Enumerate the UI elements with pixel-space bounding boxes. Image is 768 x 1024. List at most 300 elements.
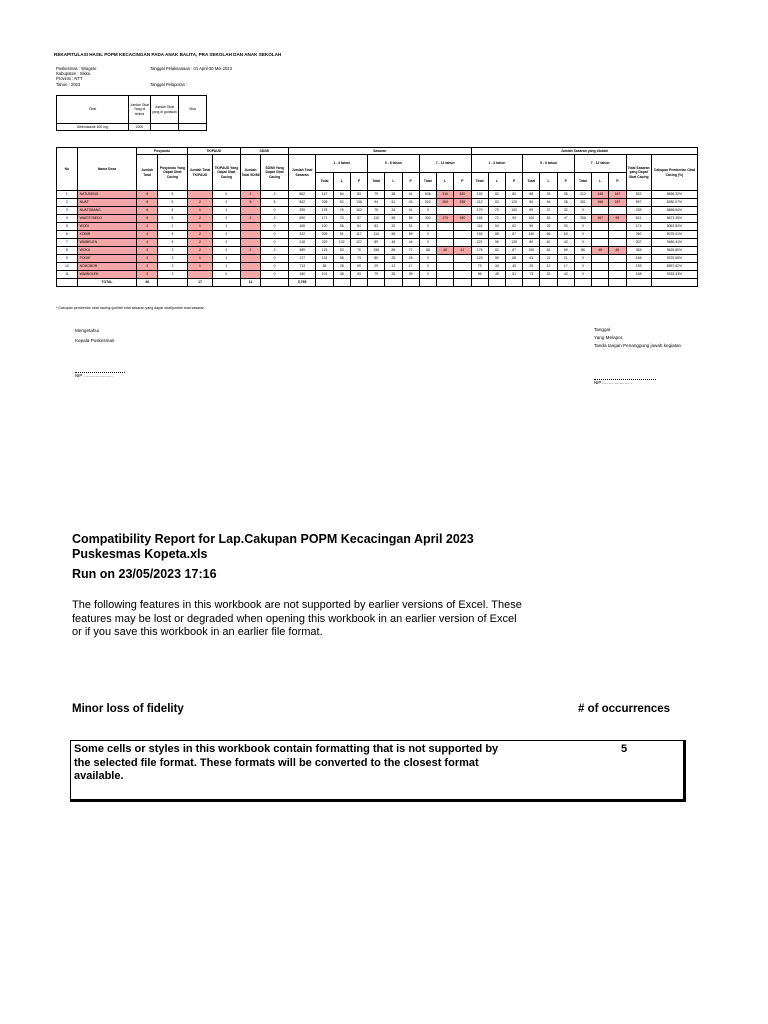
table-cell: 68 [505,255,522,263]
table-cell [505,279,522,287]
table-cell: 1 [213,263,241,271]
table-cell [574,279,591,287]
table-cell: 68 [523,191,540,199]
table-cell: 17 [402,263,419,271]
table-cell: 28 [333,263,350,271]
table-cell: 73 [523,271,540,279]
table-cell: 56 [333,223,350,231]
table-cell: 70 [488,207,505,215]
table-cell: 83 [350,191,367,199]
table-cell: 0 [419,263,436,271]
table-cell: 2 [158,223,188,231]
table-cell: 322 [288,231,316,239]
table-cell: 11 [57,271,78,279]
table-cell: 0 [574,231,591,239]
table-cell: 218 [288,239,316,247]
group-sdmi: SD/MI [240,148,288,155]
total-tk: 17 [187,279,212,287]
table-cell [592,271,609,279]
table-cell: 2 [213,231,241,239]
table-cell [454,231,471,239]
col-sd-cacing: SD/MI Yang Dapat Obat Cacing [261,155,289,191]
table-cell: 4 [57,215,78,223]
table-cell: 2 [187,239,212,247]
table-cell: 59 [523,223,540,231]
table-cell: 0 [261,271,289,279]
table-cell: WAIWOLEN [77,271,137,279]
table-cell: 9625.80% [651,247,697,255]
table-cell: 522 [626,191,651,199]
table-cell: 45 [385,239,402,247]
table-cell [385,279,402,287]
table-cell: 33 [540,191,557,199]
table-cell [454,279,471,287]
meta-kabupaten: Kabupaten : Sikka [56,71,90,77]
table-cell: 80 [523,239,540,247]
table-cell: 2 [261,215,289,223]
main-table-body [57,191,698,287]
table-cell: 55 [385,231,402,239]
table-cell: 209 [316,231,333,239]
table-cell [609,239,626,247]
table-cell [436,207,453,215]
table-cell: 2 [213,239,241,247]
table-cell: 96 [488,239,505,247]
table-cell: 0 [574,239,591,247]
table-cell: 0 [261,223,289,231]
table-cell: 0 [419,231,436,239]
table-cell: 45 [609,247,626,255]
obat-diterima-header: Jumlah Obat Yang di terima [129,96,151,124]
table-cell: 123 [316,247,333,255]
table-cell: 147 [316,191,333,199]
table-cell: 0 [419,239,436,247]
table-cell [592,279,609,287]
table-cell: 54 [488,223,505,231]
table-cell: 97 [350,215,367,223]
table-cell: 2 [261,191,289,199]
table-cell: 0 [574,271,591,279]
group-jumlah-sasaran: Jumlah Sasaran yang diobati [471,148,697,155]
table-cell: 125 [505,239,522,247]
table-cell: 636 [419,191,436,199]
table-cell: 316 [436,191,453,199]
table-cell: 40 [540,239,557,247]
table-row [57,247,698,255]
table-cell: 0 [419,207,436,215]
table-cell: 8696.32% [651,191,697,199]
table-cell: 221 [471,239,488,247]
table-cell: 84 [523,199,540,207]
table-cell [213,279,241,287]
report-description: The following features in this workbook are not supported by earlier versions of Excel. These features may be lost or degraded when opening this workbook in an earlier version of Excel or if you save this workbook in an earlier file format. [72,599,522,638]
table-cell [454,223,471,231]
sign-left-nip: NIP : ...................... [75,373,113,378]
col-nama-desa: Nama Desa [77,148,137,191]
table-cell: 45 [505,263,522,271]
table-cell: 229 [316,239,333,247]
table-cell: 5 [158,215,188,223]
issue-box [70,740,686,802]
table-cell: 0 [213,191,241,199]
table-cell: 114 [368,231,385,239]
obat-sisa-header: Sisa [179,96,207,124]
table-cell: 2 [187,199,212,207]
table-cell: 81 [540,247,557,255]
table-cell: 320 [454,191,471,199]
table-cell: 32 [540,271,557,279]
table-cell: NUATOBANG [77,207,137,215]
table-cell: 37 [540,207,557,215]
table-cell: 63 [523,255,540,263]
table-cell [454,263,471,271]
sign-right-melapor: Yang Melapor, [594,335,624,340]
table-cell: NUAT [77,199,137,207]
table-cell: 165 [288,223,316,231]
table-cell: 34 [488,263,505,271]
table-cell [419,279,436,287]
table-cell [609,207,626,215]
table-cell: 146 [592,191,609,199]
table-cell: 120 [316,223,333,231]
table-cell: 0 [261,207,289,215]
table-cell: 55 [402,215,419,223]
table-cell: 3 [158,263,188,271]
table-cell: KOBIR [77,231,137,239]
table-cell [609,231,626,239]
table-cell: 127 [350,239,367,247]
table-cell: 4 [158,231,188,239]
subcol-p-header: P [557,173,574,191]
table-cell [609,271,626,279]
table-cell: 4 [137,231,158,239]
meta-tahun: Tahun : 2023 [56,81,81,87]
table-cell: 0 [419,223,436,231]
table-cell [261,279,289,287]
table-cell: 1 [213,255,241,263]
diobati-age-2: 5 - 6 tahun [523,155,575,173]
table-cell: 3 [137,247,158,255]
table-cell [436,239,453,247]
meta-provinsi: Provinsi : NTT [56,76,83,82]
table-cell: 91 [333,231,350,239]
table-cell: 166 [592,199,609,207]
table-cell: 131 [316,255,333,263]
table-cell: WODI [77,223,137,231]
table-cell: 3 [137,255,158,263]
sign-right-tanda-tangan: Tanda tangan Penanggung jawab kegiatan [594,343,682,348]
table-cell: 92 [333,199,350,207]
table-cell: 51 [385,199,402,207]
table-cell: 150 [523,247,540,255]
table-cell [471,279,488,287]
table-cell [592,255,609,263]
table-cell: 150 [454,215,471,223]
table-cell: 2 [137,223,158,231]
table-cell: 110 [368,215,385,223]
table-cell: WAIOTI BEDO [77,215,137,223]
col-cakupan: Cakupan Pemberian Obat Cacing (%) [651,155,697,191]
table-cell: 1 [187,223,212,231]
total-posyandu: 46 [137,279,158,287]
table-cell: 0 [213,271,241,279]
table-cell: 99 [609,215,626,223]
meta-left [56,66,97,87]
table-cell [436,279,453,287]
table-cell: 0 [419,271,436,279]
table-cell: NOHOBOR [77,263,137,271]
table-cell: 79 [368,271,385,279]
table-cell: 46 [540,199,557,207]
table-cell: 40 [557,271,574,279]
table-cell: 38 [557,199,574,207]
table-cell: 45 [592,247,609,255]
table-row [57,191,698,199]
table-cell [626,279,651,287]
table-cell: 690 [288,215,316,223]
table-cell: 6 [57,231,78,239]
subcol-l-header: L [592,173,609,191]
table-cell [240,231,261,239]
table-cell: 43 [402,199,419,207]
table-cell: 29 [368,263,385,271]
table-cell: 94 [368,199,385,207]
table-cell [609,263,626,271]
table-row [57,271,698,279]
table-cell: 0 [574,255,591,263]
table-cell: 167 [592,215,609,223]
table-cell: 85 [316,263,333,271]
table-cell: 174 [626,223,651,231]
table-cell: 62 [505,223,522,231]
table-cell: 4 [137,239,158,247]
table-cell: 29 [523,263,540,271]
table-cell [436,223,453,231]
occurrences-heading: # of occurrences [578,703,671,715]
table-row [57,255,698,263]
report-title-line1: Compatibility Report for Lap.Cakupan POPM Kecacingan April 2023 [72,532,474,546]
table-cell [436,271,453,279]
table-cell [540,279,557,287]
table-cell: 72 [488,215,505,223]
table-cell: 355 [626,247,651,255]
table-cell: 41 [454,247,471,255]
table-cell: 66 [540,231,557,239]
table-cell [454,255,471,263]
table-cell [488,279,505,287]
table-cell: 212 [574,191,591,199]
table-cell: 102 [350,207,367,215]
table-cell [240,207,261,215]
table-cell: 5 [261,199,289,207]
table-row [57,263,698,271]
table-cell: 307 [626,239,651,247]
table-cell: 117 [350,231,367,239]
table-cell: 64 [333,191,350,199]
table-cell: 76 [333,207,350,215]
table-cell: 59 [402,231,419,239]
table-cell: 389 [288,247,316,255]
table-cell: 2 [261,247,289,255]
table-cell: WOKA [77,247,137,255]
table-cell: 713 [288,263,316,271]
table-cell: 9 [57,255,78,263]
table-cell: 41 [402,207,419,215]
subcol-total-header: Total [368,173,385,191]
table-cell [592,263,609,271]
table-cell: 102 [333,239,350,247]
table-cell: 0 [574,223,591,231]
table-cell: 0 [574,207,591,215]
table-cell: 32 [557,207,574,215]
table-cell: 87 [505,231,522,239]
table-cell [454,207,471,215]
sasaran-age-3: 7 - 12 tahun [419,155,471,173]
table-cell: 129 [505,199,522,207]
table-cell [402,279,419,287]
table-cell: 1 [187,255,212,263]
table-cell: 2 [187,215,212,223]
table-cell: 170 [436,215,453,223]
table-cell: 86 [385,247,402,255]
table-cell: 2 [213,215,241,223]
table-cell: 158 [368,247,385,255]
table-cell [436,255,453,263]
main-table [56,147,698,287]
table-cell [454,239,471,247]
issue-text: Some cells or styles in this workbook contain formatting that is not supported by the selected file format. These formats will be converted to the closest format available. [74,743,499,782]
sasaran-age-1: 1 - 4 tahun [316,155,368,173]
table-cell: 6 [137,207,158,215]
table-cell: 0 [419,255,436,263]
table-cell: 80 [368,255,385,263]
table-cell [436,263,453,271]
minor-loss-heading: Minor loss of fidelity [72,703,184,715]
table-cell: 159 [626,263,651,271]
table-cell: 70 [350,247,367,255]
table-row [57,239,698,247]
col-posyandu-cacing: Posyandu Yang Dapat Obat Cacing [158,155,188,191]
col-posyandu-total: Jumlah Total [137,155,158,191]
table-cell: 86 [574,247,591,255]
table-cell: 5 [137,199,158,207]
table-cell [454,271,471,279]
table-cell: 29 [540,223,557,231]
table-cell: 89 [368,239,385,247]
table-cell: 68 [419,247,436,255]
table-cell: 300 [419,215,436,223]
table-cell: 73 [350,255,367,263]
subcol-p-header: P [350,173,367,191]
table-cell: 8 [57,247,78,255]
table-cell: 72 [402,247,419,255]
table-cell [240,263,261,271]
table-cell: 83 [368,223,385,231]
table-cell: 0 [261,231,289,239]
table-cell: 73 [333,215,350,223]
table-cell: 177 [288,255,316,263]
col-total-dapat-obat: Total Sasaran yang Dapat Obat Cacing [626,155,651,191]
table-cell: 621 [626,215,651,223]
table-cell: 96 [471,271,488,279]
table-cell [57,279,78,287]
subcol-l-header: L [385,173,402,191]
obat-digunakan-cell [151,124,179,131]
table-cell: 260 [626,231,651,239]
table-cell: 44 [402,239,419,247]
table-cell: 187 [609,199,626,207]
group-tkpaud: TK/PAUD [187,148,240,155]
table-cell: 520 [419,199,436,207]
table-cell [187,271,212,279]
signature-right [594,326,681,350]
diobati-age-3: 7 - 12 tahun [574,155,626,173]
total-sasaran: 5,765 [288,279,316,287]
diobati-age-1: 1 - 4 tahun [471,155,523,173]
table-cell: 228 [316,199,333,207]
table-cell: 255 [288,207,316,215]
table-cell: 9062.84% [651,223,697,231]
table-cell: 597 [626,199,651,207]
table-cell [240,255,261,263]
meta-tanggal-pelaporan: Tanggal Pelaporan : [150,81,188,87]
table-cell: 102 [471,191,488,199]
total-label: TOTAL [77,279,137,287]
sasaran-age-2: 5 - 6 tahun [368,155,420,173]
sign-right-nip: NIP:........................ [594,380,632,385]
table-cell: 17 [557,263,574,271]
table-cell [368,279,385,287]
table-cell: 83 [488,199,505,207]
table-cell: 38 [385,191,402,199]
table-cell [609,255,626,263]
table-cell: 100 [505,207,522,215]
sign-left-mengetahui: Mengetahui [75,328,100,333]
table-cell: 51 [402,223,419,231]
table-cell [333,279,350,287]
meta-right [150,66,232,87]
document-title: REKAPITULASI HASIL POPM KECACINGAN PADA ANAK BALITA, PRA SEKOLAH DAN ANAK SEKOLAH [54,52,282,57]
subcol-total-header: Total [523,173,540,191]
table-cell: 3 [158,255,188,263]
table-cell: 12 [540,263,557,271]
table-cell: 256 [574,215,591,223]
signature-left [75,326,114,346]
table-cell: 2 [240,191,261,199]
table-cell: 0 [261,263,289,271]
col-total-sasaran: Jumlah Total Sasaran [288,155,316,191]
table-cell: 1 [187,263,212,271]
table-cell: 85 [488,231,505,239]
table-cell [557,279,574,287]
sign-right-tanggal: Tanggal [594,327,611,332]
obat-diterima-cell: 2000 [129,124,151,131]
table-cell [609,223,626,231]
table-cell [592,223,609,231]
table-cell: 0 [261,239,289,247]
table-cell: 35 [385,271,402,279]
report-title-line2: Puskesmas Kopeta.xls [72,547,208,561]
total-row [57,279,698,287]
table-cell: 80 [505,191,522,199]
table-cell: NATUDENG [77,191,137,199]
subcol-p-header: P [505,173,522,191]
table-cell: 1 [57,191,78,199]
table-cell: 171 [316,215,333,223]
col-tk-total: Jumlah Total TK/PAUD [187,155,212,191]
table-cell: 7 [57,239,78,247]
table-cell: 8673.35% [651,215,697,223]
